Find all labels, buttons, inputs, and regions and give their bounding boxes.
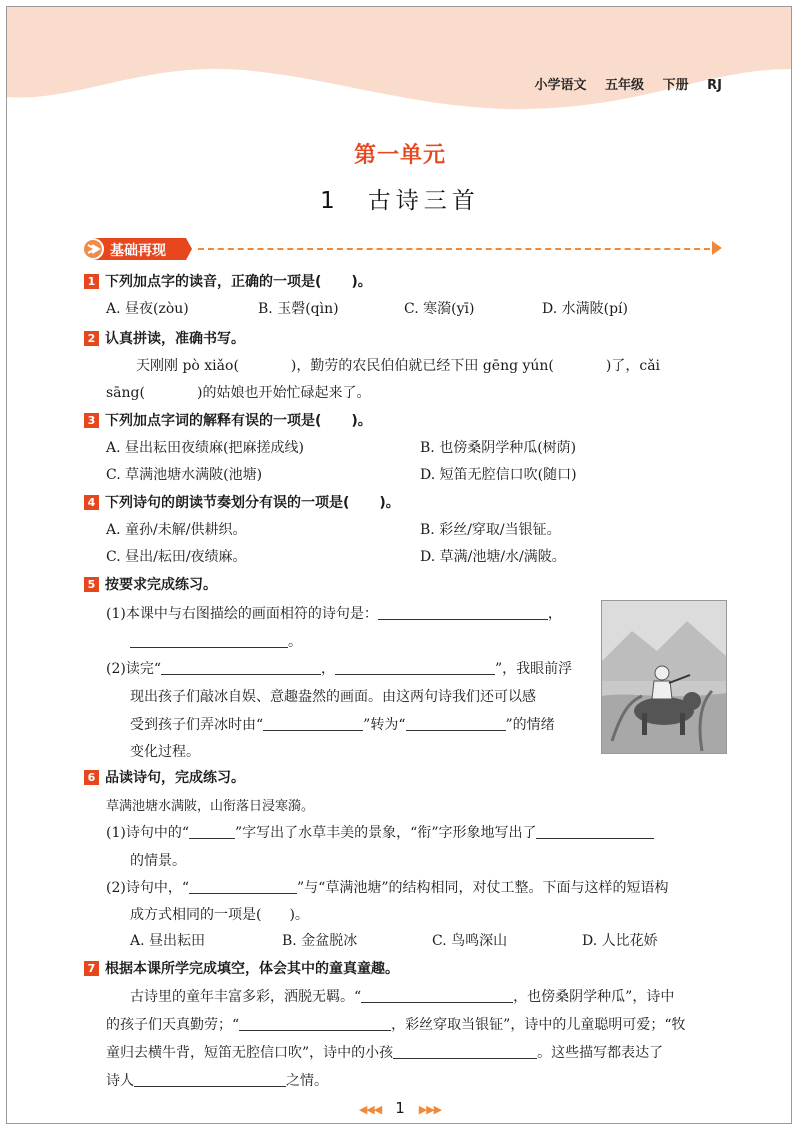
section-bar — [82, 238, 722, 260]
q6-blank-2[interactable] — [536, 838, 654, 839]
q2-text-3: )了，cǎi — [605, 358, 661, 374]
question-4-stem-end: )。 — [379, 495, 400, 511]
q5-p2-text-b: ， — [321, 661, 335, 677]
q5-blank-4[interactable] — [335, 674, 495, 675]
q5-blank-3[interactable] — [161, 674, 321, 675]
question-7 — [84, 958, 399, 978]
q5-p1-comma: ， — [547, 606, 562, 622]
q5-p2-text-f: ”转为“ — [363, 717, 406, 733]
q2-text-5: )的姑娘也开始忙碌起来了。 — [196, 385, 371, 401]
q7-text-1a: 古诗里的童年丰富多彩，洒脱无羁。“ — [130, 989, 362, 1005]
q7-blank-1[interactable] — [361, 1002, 513, 1003]
section-label: 基础再现 — [110, 243, 166, 259]
q5-blank-2[interactable] — [130, 647, 288, 648]
prev-arrows-icon: ◀◀◀ — [358, 1103, 382, 1116]
question-number-4: 4 — [84, 495, 99, 510]
q6-part-2 — [106, 877, 668, 897]
q6-part-1-cont: 的情景。 — [130, 853, 186, 869]
q6-part-2-cont — [130, 904, 309, 924]
q7-blank-3[interactable] — [393, 1058, 537, 1059]
q5-p2-text-e: 受到孩子们弄冰时由“ — [130, 717, 264, 733]
question-7-stem: 根据本课所学完成填空，体会其中的童真童趣。 — [105, 961, 399, 977]
q5-blank-5[interactable] — [263, 730, 363, 731]
question-3 — [84, 410, 372, 430]
q4-option-d: D. 草满/池塘/水/满陂。 — [420, 549, 566, 565]
q5-blank-6[interactable] — [406, 730, 506, 731]
question-3-stem-end: )。 — [351, 413, 372, 429]
q5-p2-text-g: ”的情绪 — [505, 717, 555, 733]
question-number-6: 6 — [84, 770, 99, 785]
q5-part-1-cont — [130, 631, 302, 651]
q5-blank-1[interactable] — [378, 619, 548, 620]
q3-option-c: C. 草满池塘水满陂(池塘) — [106, 467, 263, 483]
question-6-stem: 品读诗句，完成练习。 — [105, 770, 245, 786]
question-1-stem-end: )。 — [351, 274, 372, 290]
question-4-stem: 下列诗句的朗读节奏划分有误的一项是( — [105, 495, 350, 511]
q4-option-a: A. 童孙/未解/供耕织。 — [106, 522, 247, 538]
q2-text-2: )，勤劳的农民伯伯就已经下田 gēng yún( — [290, 358, 554, 374]
grade-label: 五年级 — [605, 78, 645, 93]
question-4 — [84, 492, 400, 512]
q6-blank-3[interactable] — [189, 893, 297, 894]
q7-text-2a: 的孩子们天真勤劳；“ — [106, 1017, 240, 1033]
q7-text-4a: 诗人 — [106, 1073, 134, 1089]
q1-option-c: C. 寒漪(yī) — [404, 301, 475, 317]
q7-line-1 — [130, 986, 674, 1006]
subject-label: 小学语文 — [534, 78, 587, 93]
q7-blank-4[interactable] — [134, 1086, 286, 1087]
q7-text-4b: 之情。 — [286, 1073, 328, 1089]
question-6 — [84, 767, 245, 787]
q2-text-1: 天刚刚 pò xiǎo( — [136, 358, 239, 374]
q3-option-a: A. 昼出耘田夜绩麻(把麻搓成线) — [106, 440, 304, 456]
question-number-1: 1 — [84, 274, 99, 289]
q5-part-2-line-3 — [130, 714, 555, 734]
question-3-stem: 下列加点字词的解释有误的一项是( — [105, 413, 322, 429]
q1-option-d: D. 水满陂(pí) — [542, 301, 628, 317]
question-1 — [84, 271, 372, 291]
page-number: 1 — [395, 1099, 405, 1117]
q2-text-4: sāng( — [106, 385, 145, 401]
unit-title: 第一单元 — [353, 143, 446, 168]
q6-poem: 草满池塘水满陂，山衔落日浸寒漪。 — [106, 799, 315, 814]
header-wave — [7, 7, 791, 112]
q7-line-4 — [106, 1070, 328, 1090]
q5-p1-end: 。 — [288, 634, 302, 650]
q7-text-2b: ，彩丝穿取当银钲”，诗中的儿童聪明可爱；“牧 — [391, 1017, 686, 1033]
question-2 — [84, 328, 245, 348]
question-number-5: 5 — [84, 577, 99, 592]
question-number-3: 3 — [84, 413, 99, 428]
header-wave-shape — [7, 7, 791, 109]
q5-part-1 — [106, 603, 562, 623]
q7-text-3b: 。这些描写都表达了 — [537, 1045, 664, 1061]
question-2-stem: 认真拼读，准确书写。 — [105, 331, 245, 347]
q7-blank-2[interactable] — [239, 1030, 391, 1031]
q6-option-b: B. 金盆脱冰 — [282, 933, 358, 949]
illustration-boy-on-ox — [601, 600, 727, 754]
q7-text-1b: ，也傍桑阴学种瓜”，诗中 — [513, 989, 675, 1005]
q5-part-2 — [106, 658, 572, 678]
q6-blank-1[interactable] — [189, 838, 235, 839]
question-1-stem: 下列加点字的读音，正确的一项是( — [105, 274, 322, 290]
q4-option-b: B. 彩丝/穿取/当银钲。 — [420, 522, 561, 538]
illustration-image — [602, 601, 726, 753]
section-divider — [198, 248, 710, 250]
q1-option-b: B. 玉磬(qìn) — [258, 301, 339, 317]
next-arrows-icon: ▶▶▶ — [418, 1103, 442, 1116]
question-number-7: 7 — [84, 961, 99, 976]
q3-option-b: B. 也傍桑阴学种瓜(树荫) — [420, 440, 577, 456]
edition-label: RJ — [707, 78, 722, 93]
q1-option-a: A. 昼夜(zòu) — [106, 301, 189, 317]
q6-option-a: A. 昼出耘田 — [130, 933, 206, 949]
q6-p2-text-a: (2)诗句中，“ — [106, 880, 189, 896]
section-arrow-icon — [712, 241, 722, 255]
q6-option-c: C. 鸟鸣深山 — [432, 933, 508, 949]
q6-p1-text-b: ”字写出了水草丰美的景象，“衔”字形象地写出了 — [235, 825, 537, 841]
q7-line-2 — [106, 1014, 686, 1034]
subject-header — [535, 74, 723, 93]
q6-part-1 — [106, 822, 654, 842]
q2-line-2 — [106, 382, 370, 402]
q6-p2-text-c: 成方式相同的一项是( — [130, 907, 262, 923]
q7-text-3a: 童归去横牛背，短笛无腔信口吹”，诗中的小孩 — [106, 1045, 394, 1061]
q6-option-d: D. 人比花娇 — [582, 933, 658, 949]
q5-p1-text: (1)本课中与右图描绘的画面相符的诗句是： — [106, 606, 378, 622]
q6-p2-text-d: )。 — [289, 907, 309, 923]
page-footer — [0, 1099, 800, 1117]
q6-p2-text-b: ”与“草满池塘”的结构相同，对仗工整。下面与这样的短语构 — [297, 880, 669, 896]
q4-option-c: C. 昼出/耘田/夜绩麻。 — [106, 549, 247, 565]
q6-p1-text-a: (1)诗句中的“ — [106, 825, 189, 841]
question-number-2: 2 — [84, 331, 99, 346]
q2-line-1 — [136, 355, 660, 375]
q3-option-d: D. 短笛无腔信口吹(随口) — [420, 467, 577, 483]
q5-p2-text-a: (2)读完“ — [106, 661, 161, 677]
q7-line-3 — [106, 1042, 663, 1062]
q5-part-2-line-4: 变化过程。 — [130, 744, 200, 760]
question-5-stem: 按要求完成练习。 — [105, 577, 217, 593]
volume-label: 下册 — [662, 78, 689, 93]
question-5 — [84, 574, 217, 594]
lesson-title: 1 古诗三首 — [320, 188, 480, 214]
q5-p2-text-c: ”，我眼前浮 — [495, 661, 573, 677]
q5-part-2-line-2: 现出孩子们敲冰自娱、意趣盎然的画面。由这两句诗我们还可以感 — [130, 689, 536, 705]
